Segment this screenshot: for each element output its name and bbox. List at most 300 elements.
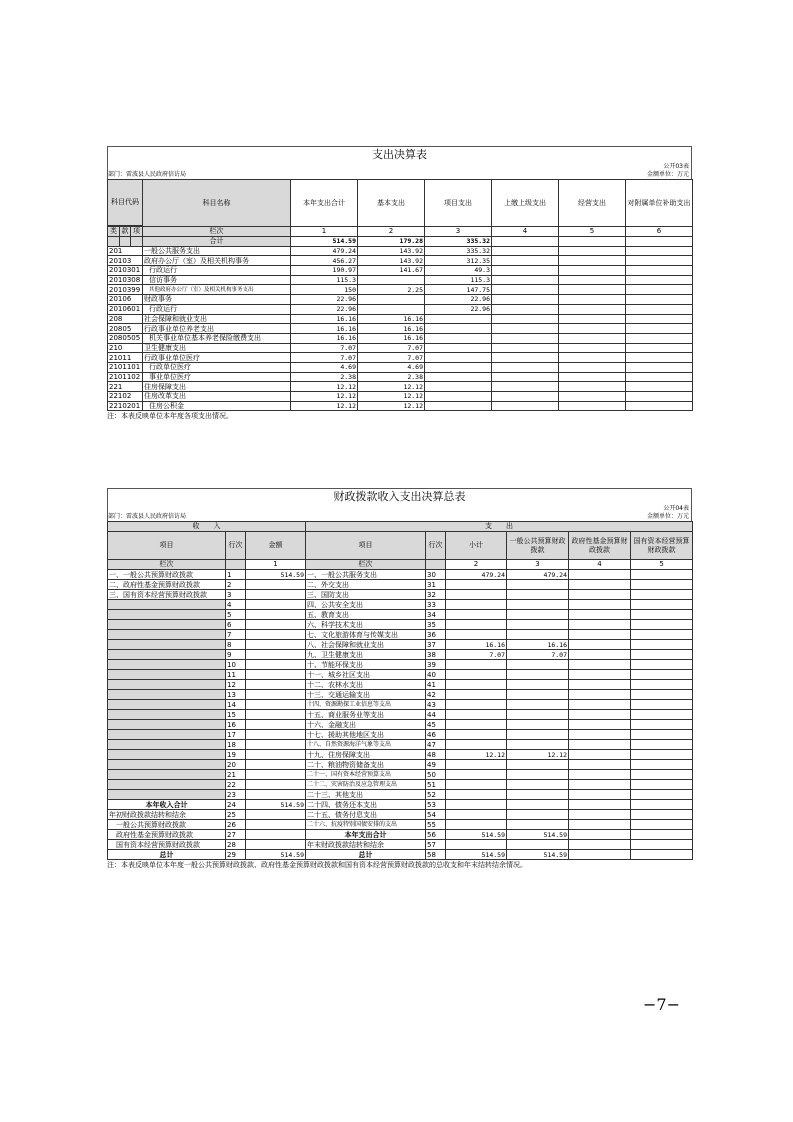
t1-header-operating: 经营支出 — [559, 180, 626, 227]
t1-row-operating — [559, 343, 626, 353]
t2-row-in-item: 总计 — [108, 850, 226, 860]
t2-row-state — [631, 820, 693, 830]
t1-row-name: 行政运行 — [143, 304, 291, 314]
table-row — [108, 401, 693, 411]
t1-row-operating — [559, 401, 626, 411]
t2-lanci-out: 栏次 — [306, 560, 426, 570]
t1-row-name: 住房改革支出 — [143, 392, 291, 402]
t1-total-blank — [131, 237, 143, 247]
t1-row-upper — [492, 304, 559, 314]
t1-row-project: 115.3 — [425, 275, 492, 285]
t1-row-upper — [492, 275, 559, 285]
t2-row-in-amount — [246, 840, 306, 850]
t2-row-out-item: 十九、住房保障支出 — [306, 750, 426, 760]
t1-row-basic: 143.92 — [358, 256, 425, 266]
t2-row-fund — [569, 750, 631, 760]
t2-row-in-no: 7 — [226, 630, 246, 640]
t1-row-total: 456.27 — [291, 256, 358, 266]
t2-row-out-item: 二十六、抗疫特别国债安排的支出 — [306, 820, 426, 830]
t1-total-label: 合计 — [143, 237, 291, 247]
t1-row-basic: 143.92 — [358, 246, 425, 256]
t2-row-fund — [569, 740, 631, 750]
t2-row-out-item: 二、外交支出 — [306, 580, 426, 590]
t1-row-upper — [492, 266, 559, 276]
t2-row-in-no: 9 — [226, 650, 246, 660]
t2-row-subtotal — [446, 710, 507, 720]
t2-row-general — [507, 710, 569, 720]
t1-row-name: 住房保障支出 — [143, 382, 291, 392]
t2-row-in-item — [108, 600, 226, 610]
t2-row-general — [507, 580, 569, 590]
t1-row-subsidy — [626, 333, 693, 343]
table-row — [108, 740, 693, 750]
t2-row-general — [507, 800, 569, 810]
t1-row-name: 机关事业单位基本养老保险缴费支出 — [143, 333, 291, 343]
t1-row-basic: 16.16 — [358, 333, 425, 343]
table-row — [108, 590, 693, 600]
table-row — [108, 750, 693, 760]
t2-row-out-no: 58 — [426, 850, 446, 860]
t2-row-out-no: 47 — [426, 740, 446, 750]
t2-row-subtotal: 479.24 — [446, 570, 507, 580]
table-row — [108, 850, 693, 860]
t2-row-out-no: 48 — [426, 750, 446, 760]
t1-row-name: 信访事务 — [143, 275, 291, 285]
t1-row-upper — [492, 314, 559, 324]
t2-row-in-item — [108, 750, 226, 760]
t1-row-name: 行政单位医疗 — [143, 362, 291, 372]
t1-row-upper — [492, 401, 559, 411]
t2-row-general — [507, 670, 569, 680]
t2-header-amount: 金额 — [246, 532, 306, 560]
table1-unit: 金额单位：万元 — [646, 171, 689, 178]
t1-row-name: 社会保障和就业支出 — [143, 314, 291, 324]
t1-row-code: 20106 — [108, 295, 143, 305]
t2-row-out-item: 六、科学技术支出 — [306, 620, 426, 630]
t2-row-in-item: 本年收入合计 — [108, 800, 226, 810]
t1-header-xiang: 项 — [131, 227, 143, 237]
t2-row-in-no: 28 — [226, 840, 246, 850]
t2-row-out-item: 九、卫生健康支出 — [306, 650, 426, 660]
t1-row-total: 190.97 — [291, 266, 358, 276]
t2-row-out-item: 一、一般公共服务支出 — [306, 570, 426, 580]
t2-row-in-amount — [246, 690, 306, 700]
t2-row-in-item: 三、国有资本经营预算财政拨款 — [108, 590, 226, 600]
t2-row-in-item: 政府性基金预算财政拨款 — [108, 830, 226, 840]
t2-row-in-no: 23 — [226, 790, 246, 800]
t1-total-subsidy — [626, 237, 693, 247]
expenditure-final-accounts-sheet — [107, 146, 692, 421]
t2-row-in-amount — [246, 700, 306, 710]
t2-row-state — [631, 800, 693, 810]
t1-row-subsidy — [626, 246, 693, 256]
t1-row-project: 22.96 — [425, 295, 492, 305]
t2-row-out-item: 本年支出合计 — [306, 830, 426, 840]
t1-row-operating — [559, 266, 626, 276]
t1-row-project — [425, 333, 492, 343]
t1-row-total: 12.12 — [291, 382, 358, 392]
table-row — [108, 343, 693, 353]
t2-row-general — [507, 770, 569, 780]
t2-row-in-no: 27 — [226, 830, 246, 840]
t1-row-operating — [559, 275, 626, 285]
t2-row-out-item: 年末财政拨款结转和结余 — [306, 840, 426, 850]
t2-row-out-no: 42 — [426, 690, 446, 700]
t2-row-out-item: 总计 — [306, 850, 426, 860]
t2-row-subtotal — [446, 690, 507, 700]
t1-row-operating — [559, 295, 626, 305]
t2-row-in-item — [108, 700, 226, 710]
t2-row-in-amount: 514.59 — [246, 570, 306, 580]
t2-row-in-item: 二、政府性基金预算财政拨款 — [108, 580, 226, 590]
t2-row-in-item — [108, 640, 226, 650]
t2-row-in-item — [108, 740, 226, 750]
t2-row-in-item: 一般公共预算财政拨款 — [108, 820, 226, 830]
t2-row-out-no: 45 — [426, 720, 446, 730]
t1-total-blank — [120, 237, 131, 247]
t2-row-fund — [569, 640, 631, 650]
t2-row-in-amount: 514.59 — [246, 800, 306, 810]
t2-row-fund — [569, 720, 631, 730]
t2-row-in-no: 25 — [226, 810, 246, 820]
t2-row-in-no: 3 — [226, 590, 246, 600]
table-row — [108, 720, 693, 730]
t2-row-out-no: 37 — [426, 640, 446, 650]
t2-row-in-no: 15 — [226, 710, 246, 720]
t2-row-general: 514.59 — [507, 830, 569, 840]
t2-row-general: 479.24 — [507, 570, 569, 580]
t1-row-total: 2.38 — [291, 372, 358, 382]
table-row — [108, 830, 693, 840]
t2-row-general: 12.12 — [507, 750, 569, 760]
t2-row-state — [631, 580, 693, 590]
t2-row-in-item — [108, 720, 226, 730]
t1-header-upper: 上缴上级支出 — [492, 180, 559, 227]
t1-header-subsidy: 对附属单位补助支出 — [626, 180, 693, 227]
t1-row-code: 221 — [108, 382, 143, 392]
table-row — [108, 295, 693, 305]
t2-row-fund — [569, 800, 631, 810]
t2-row-fund — [569, 670, 631, 680]
t1-row-basic — [358, 295, 425, 305]
t2-row-in-amount — [246, 590, 306, 600]
t1-row-basic — [358, 275, 425, 285]
table1-department: 部门：雷波县人民政府信访局 — [108, 171, 187, 178]
table-row — [108, 810, 693, 820]
t1-row-code: 2010399 — [108, 285, 143, 295]
t1-row-name: 行政运行 — [143, 266, 291, 276]
t1-header-basic: 基本支出 — [358, 180, 425, 227]
t1-row-subsidy — [626, 275, 693, 285]
t2-row-subtotal — [446, 780, 507, 790]
t2-row-in-no: 6 — [226, 620, 246, 630]
t2-row-out-no: 30 — [426, 570, 446, 580]
t2-row-in-no: 8 — [226, 640, 246, 650]
t2-row-subtotal — [446, 740, 507, 750]
t2-row-in-amount — [246, 830, 306, 840]
t2-row-in-item — [108, 760, 226, 770]
t2-row-out-no: 51 — [426, 780, 446, 790]
t1-row-total: 7.07 — [291, 353, 358, 363]
table2-meta — [107, 505, 692, 513]
table-row — [108, 660, 693, 670]
t1-row-code: 210 — [108, 343, 143, 353]
t2-row-subtotal — [446, 630, 507, 640]
t1-colnum: 3 — [425, 227, 492, 237]
t2-colnum-5: 5 — [631, 560, 693, 570]
t2-row-subtotal — [446, 620, 507, 630]
table-row — [108, 770, 693, 780]
t1-row-upper — [492, 295, 559, 305]
t1-row-code: 2010601 — [108, 304, 143, 314]
t1-row-basic — [358, 304, 425, 314]
t1-row-code: 208 — [108, 314, 143, 324]
t2-row-state — [631, 840, 693, 850]
t1-row-total: 150 — [291, 285, 358, 295]
t2-row-out-no: 54 — [426, 810, 446, 820]
t1-row-name: 一般公共服务支出 — [143, 246, 291, 256]
table2-department: 部门：雷波县人民政府信访局 — [108, 513, 187, 520]
t1-row-basic: 7.07 — [358, 353, 425, 363]
t1-colnum: 4 — [492, 227, 559, 237]
t2-row-fund — [569, 600, 631, 610]
t2-row-subtotal — [446, 820, 507, 830]
t2-row-state — [631, 770, 693, 780]
t2-row-out-item: 十一、城乡社区支出 — [306, 670, 426, 680]
t1-row-name: 其他政府办公厅（室）及相关机构事务支出 — [143, 285, 291, 295]
t1-colnum: 1 — [291, 227, 358, 237]
t2-row-fund — [569, 610, 631, 620]
table-row — [108, 690, 693, 700]
t1-header-lei: 类 — [108, 227, 120, 237]
t2-row-subtotal — [446, 680, 507, 690]
table-row — [108, 392, 693, 402]
table-row — [108, 730, 693, 740]
table-row — [108, 304, 693, 314]
t2-row-fund — [569, 770, 631, 780]
t2-row-out-item: 二十三、其他支出 — [306, 790, 426, 800]
t2-row-state — [631, 590, 693, 600]
t2-row-fund — [569, 730, 631, 740]
t1-row-subsidy — [626, 362, 693, 372]
t1-header-code: 科目代码 — [108, 180, 143, 226]
t2-row-subtotal — [446, 590, 507, 600]
table-row — [108, 630, 693, 640]
t2-row-out-no: 52 — [426, 790, 446, 800]
table-row — [108, 570, 693, 580]
table-row — [108, 710, 693, 720]
t2-header-in-item: 项目 — [108, 532, 226, 560]
t1-row-subsidy — [626, 256, 693, 266]
t2-row-out-no: 32 — [426, 590, 446, 600]
table-row — [108, 333, 693, 343]
t2-row-in-no: 13 — [226, 690, 246, 700]
t2-row-subtotal — [446, 600, 507, 610]
t2-colnum-1: 1 — [246, 560, 306, 570]
t2-row-fund — [569, 580, 631, 590]
t2-row-subtotal — [446, 720, 507, 730]
t1-row-upper — [492, 372, 559, 382]
t2-header-fund: 政府性基金预算财政拨款 — [569, 532, 631, 560]
t2-colnum-4: 4 — [569, 560, 631, 570]
t2-row-in-no: 24 — [226, 800, 246, 810]
t2-row-fund — [569, 620, 631, 630]
t2-row-out-item: 二十二、灾害防治及应急管理支出 — [306, 780, 426, 790]
t2-row-state — [631, 690, 693, 700]
t2-row-out-item: 十七、援助其他地区支出 — [306, 730, 426, 740]
t1-row-code: 2010308 — [108, 275, 143, 285]
table-row — [108, 760, 693, 770]
t2-row-out-no: 40 — [426, 670, 446, 680]
t1-row-project: 147.75 — [425, 285, 492, 295]
t2-row-fund — [569, 830, 631, 840]
t2-row-in-item — [108, 670, 226, 680]
t2-row-out-item: 十、节能环保支出 — [306, 660, 426, 670]
t2-row-in-amount — [246, 750, 306, 760]
t2-row-out-item: 十五、商业服务业等支出 — [306, 710, 426, 720]
t1-row-project — [425, 392, 492, 402]
t2-row-in-amount — [246, 640, 306, 650]
t1-row-subsidy — [626, 401, 693, 411]
t1-row-upper — [492, 324, 559, 334]
t1-row-subsidy — [626, 324, 693, 334]
t2-row-in-amount — [246, 760, 306, 770]
t2-row-fund — [569, 850, 631, 860]
table2-unit: 金额单位：万元 — [646, 513, 689, 520]
t1-row-operating — [559, 324, 626, 334]
table1-title: 支出决算表 — [107, 146, 692, 163]
table2-title: 财政拨款收入支出决算总表 — [107, 488, 692, 505]
t1-row-name: 行政事业单位养老支出 — [143, 324, 291, 334]
t1-row-subsidy — [626, 372, 693, 382]
t1-header-name: 科目名称 — [143, 180, 291, 227]
t2-row-general — [507, 630, 569, 640]
t2-row-out-no: 44 — [426, 710, 446, 720]
t2-row-out-no: 55 — [426, 820, 446, 830]
t1-row-subsidy — [626, 285, 693, 295]
t2-row-out-no: 53 — [426, 800, 446, 810]
table1-meta — [107, 163, 692, 171]
t1-header-total: 本年支出合计 — [291, 180, 358, 227]
t2-row-subtotal — [446, 610, 507, 620]
t1-row-operating — [559, 353, 626, 363]
t1-row-name: 事业单位医疗 — [143, 372, 291, 382]
t2-row-subtotal — [446, 700, 507, 710]
table-row — [108, 246, 693, 256]
t2-row-out-no: 56 — [426, 830, 446, 840]
t2-row-out-item: 四、公共安全支出 — [306, 600, 426, 610]
t2-row-state — [631, 600, 693, 610]
table2-form-no: 公开04表 — [663, 505, 689, 512]
t1-row-project: 22.96 — [425, 304, 492, 314]
t2-row-out-item: 十三、交通运输支出 — [306, 690, 426, 700]
t1-total-amount: 514.59 — [291, 237, 358, 247]
t2-row-in-item — [108, 680, 226, 690]
t2-row-in-amount — [246, 730, 306, 740]
t2-row-in-amount — [246, 780, 306, 790]
t1-row-operating — [559, 314, 626, 324]
t2-header-subtotal: 小计 — [446, 532, 507, 560]
t1-total-basic: 179.28 — [358, 237, 425, 247]
t2-row-out-no: 33 — [426, 600, 446, 610]
t1-row-project — [425, 314, 492, 324]
t2-row-out-item: 二十、粮油物资储备支出 — [306, 760, 426, 770]
t2-row-state — [631, 780, 693, 790]
t2-row-general — [507, 790, 569, 800]
t2-header-income: 收 入 — [108, 522, 306, 532]
t2-row-state — [631, 710, 693, 720]
t1-row-total: 16.16 — [291, 314, 358, 324]
t2-row-out-no: 35 — [426, 620, 446, 630]
t1-row-code: 22102 — [108, 392, 143, 402]
t1-row-subsidy — [626, 353, 693, 363]
t1-row-code: 2101102 — [108, 372, 143, 382]
t2-row-state — [631, 740, 693, 750]
t1-header-project: 项目支出 — [425, 180, 492, 227]
t2-row-subtotal: 514.59 — [446, 850, 507, 860]
t1-row-upper — [492, 392, 559, 402]
t1-row-project: 49.3 — [425, 266, 492, 276]
t2-row-in-amount — [246, 670, 306, 680]
t1-row-code: 2210201 — [108, 401, 143, 411]
t1-row-total: 12.12 — [291, 392, 358, 402]
t2-row-fund — [569, 710, 631, 720]
t2-row-in-no: 19 — [226, 750, 246, 760]
table-row — [108, 620, 693, 630]
table1-form-no: 公开03表 — [663, 163, 689, 170]
t2-row-out-no: 49 — [426, 760, 446, 770]
table-row — [108, 314, 693, 324]
t2-row-in-no: 10 — [226, 660, 246, 670]
t2-row-subtotal — [446, 660, 507, 670]
t2-row-out-item: 二十一、国有资本经营预算支出 — [306, 770, 426, 780]
t1-row-name: 行政事业单位医疗 — [143, 353, 291, 363]
t2-row-in-no: 14 — [226, 700, 246, 710]
t2-row-subtotal: 7.07 — [446, 650, 507, 660]
t1-row-project: 312.35 — [425, 256, 492, 266]
t1-row-subsidy — [626, 266, 693, 276]
t2-row-in-item — [108, 690, 226, 700]
t2-row-in-no: 11 — [226, 670, 246, 680]
table-row — [108, 840, 693, 850]
t1-row-code: 201 — [108, 246, 143, 256]
t2-row-subtotal: 514.59 — [446, 830, 507, 840]
table-row — [108, 353, 693, 363]
t2-row-general: 16.16 — [507, 640, 569, 650]
t2-row-in-item: 国有资本经营预算财政拨款 — [108, 840, 226, 850]
t2-row-fund — [569, 780, 631, 790]
table-row — [108, 680, 693, 690]
t1-total-blank — [108, 237, 120, 247]
t1-row-basic: 141.67 — [358, 266, 425, 276]
t2-row-in-no: 4 — [226, 600, 246, 610]
t2-row-subtotal — [446, 670, 507, 680]
t2-row-in-item — [108, 790, 226, 800]
t2-row-fund — [569, 570, 631, 580]
t2-row-subtotal — [446, 790, 507, 800]
t1-row-code: 20103 — [108, 256, 143, 266]
t2-row-in-amount — [246, 680, 306, 690]
t1-row-code: 2010301 — [108, 266, 143, 276]
t2-row-state — [631, 830, 693, 840]
t2-row-out-no: 36 — [426, 630, 446, 640]
t1-row-project: 335.32 — [425, 246, 492, 256]
t1-row-basic: 2.25 — [358, 285, 425, 295]
t2-row-in-no: 2 — [226, 580, 246, 590]
t1-row-name: 财政事务 — [143, 295, 291, 305]
t2-row-in-no: 12 — [226, 680, 246, 690]
t1-row-basic: 2.38 — [358, 372, 425, 382]
